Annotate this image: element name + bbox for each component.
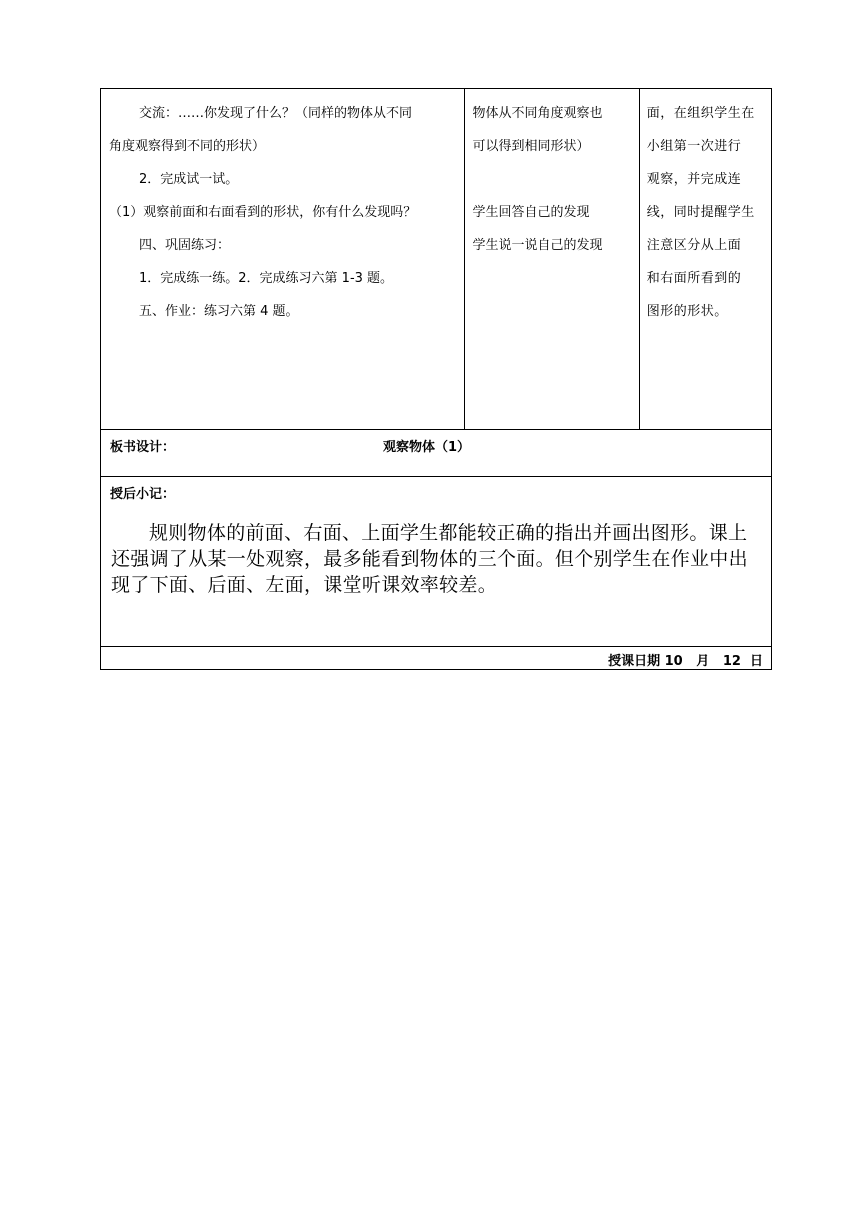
- board-design-row: [101, 430, 772, 477]
- student-line: 可以得到相同形状）: [472, 139, 590, 154]
- student-line: 物体从不同角度观察也: [472, 106, 603, 121]
- reflection-label: 授后小记：: [110, 487, 176, 502]
- reflection-text: 规则物体的前面、右面、上面学生都能较正确的指出并画出图形。课上还强调了从某一处观察，最多能看到物体的三个面。但个别学生在作业中出现了下面、后面、左面，课堂听课效率较差。: [111, 522, 748, 596]
- process-line: 1．完成练一练。2．完成练习六第 1-3 题。: [139, 271, 394, 286]
- intent-line: 观察，并完成连: [646, 172, 742, 187]
- process-line: 角度观察得到不同的形状）: [109, 139, 266, 154]
- design-intent-cell: [639, 89, 771, 430]
- process-line: 五、作业：练习六第 4 题。: [139, 304, 299, 319]
- process-line: （1）观察前面和右面看到的形状，你有什么发现吗？: [109, 205, 417, 220]
- lesson-date: 授课日期 10 月 12 日: [608, 654, 763, 669]
- lesson-plan-table: [100, 88, 772, 670]
- student-line: 学生说一说自己的发现: [472, 238, 603, 253]
- student-line: 学生回答自己的发现: [472, 205, 590, 220]
- intent-line: 和右面所看到的: [646, 271, 742, 286]
- process-line: 2．完成试一试。: [139, 172, 239, 187]
- intent-line: 线，同时提醒学生: [646, 205, 755, 220]
- reflection-row: [101, 477, 772, 647]
- date-row: [101, 647, 772, 670]
- date-cell: [101, 647, 772, 670]
- intent-line: 注意区分从上面: [646, 238, 742, 253]
- student-activity-cell: [464, 89, 639, 430]
- intent-line: 面，在组织学生在: [646, 106, 755, 121]
- board-design-label: 板书设计：: [110, 440, 176, 455]
- intent-line: 小组第一次进行: [646, 139, 742, 154]
- intent-line: 图形的形状。: [646, 304, 728, 319]
- board-design-cell: [101, 430, 772, 477]
- lesson-steps-row: [101, 89, 772, 430]
- teaching-process-cell: [101, 89, 465, 430]
- reflection-cell: [101, 477, 772, 647]
- process-line: 交流：……你发现了什么？（同样的物体从不同: [139, 106, 413, 121]
- process-line: 四、巩固练习：: [139, 238, 231, 253]
- board-design-title: 观察物体（1）: [383, 440, 471, 455]
